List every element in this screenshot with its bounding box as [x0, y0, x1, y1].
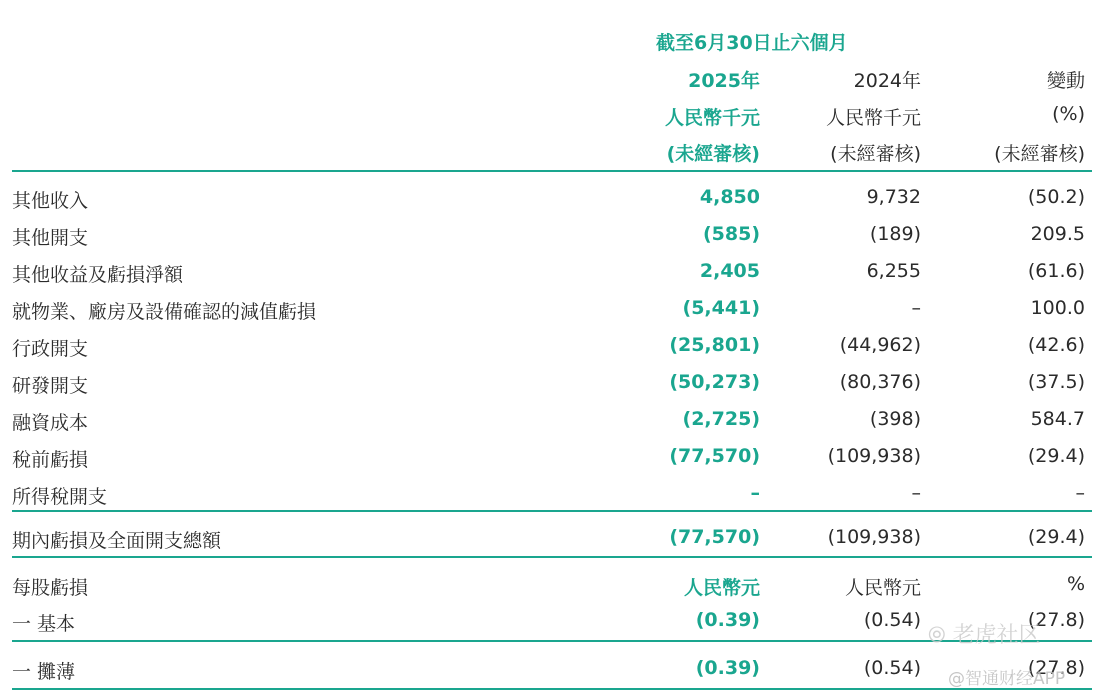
total-value-2025: (77,570) — [669, 526, 760, 548]
row-label: 其他收益及虧損淨額 — [12, 264, 184, 286]
row-change: – — [1075, 482, 1085, 504]
row-value-2024: – — [911, 482, 921, 504]
eps-diluted-label: 一 攤薄 — [12, 661, 76, 683]
total-value-2024: (109,938) — [827, 526, 921, 548]
row-label: 稅前虧損 — [12, 449, 89, 471]
eps-unit-2025: 人民幣元 — [683, 577, 760, 599]
row-value-2024: (189) — [869, 223, 921, 245]
row-label: 所得稅開支 — [12, 486, 108, 508]
row-change: 584.7 — [1030, 408, 1085, 430]
col-2025-unit: 人民幣千元 — [664, 107, 760, 129]
col-2025-note: (未經審核) — [666, 143, 760, 165]
total-label: 期內虧損及全面開支總額 — [12, 530, 222, 552]
row-value-2024: 9,732 — [866, 186, 921, 208]
row-label: 融資成本 — [12, 412, 89, 434]
header-divider — [12, 170, 1092, 172]
row-change: (42.6) — [1027, 334, 1085, 356]
row-value-2024: (109,938) — [827, 445, 921, 467]
row-label: 研發開支 — [12, 375, 89, 397]
total-top-divider — [12, 510, 1092, 512]
total-change: (29.4) — [1027, 526, 1085, 548]
total-bottom-divider — [12, 556, 1092, 558]
col-change-note: (未經審核) — [994, 143, 1085, 165]
row-value-2025: (77,570) — [669, 445, 760, 467]
row-value-2024: – — [911, 297, 921, 319]
row-value-2025: (5,441) — [682, 297, 760, 319]
row-label: 其他收入 — [12, 190, 89, 212]
row-value-2025: (25,801) — [669, 334, 760, 356]
row-label: 行政開支 — [12, 338, 89, 360]
watermark-text: 老虎社区 — [952, 623, 1041, 648]
eps-unit-change: % — [1066, 573, 1085, 595]
col-change-title: 變動 — [1046, 70, 1085, 92]
row-value-2024: 6,255 — [866, 260, 921, 282]
eps-unit-2024: 人民幣元 — [844, 577, 921, 599]
row-change: (50.2) — [1027, 186, 1085, 208]
row-value-2025: 2,405 — [699, 260, 760, 282]
watermark-caption: @智通财经APP — [948, 669, 1066, 689]
eps-basic-change: (27.8) — [1027, 609, 1085, 631]
row-value-2025: – — [750, 482, 760, 504]
row-value-2025: (50,273) — [669, 371, 760, 393]
col-2024-unit: 人民幣千元 — [825, 107, 921, 129]
eps-diluted-2025: (0.39) — [695, 657, 760, 679]
row-value-2025: 4,850 — [699, 186, 760, 208]
watermark-icon: ⦾ — [928, 623, 946, 648]
col-2024-note: (未經審核) — [830, 143, 921, 165]
row-value-2024: (398) — [869, 408, 921, 430]
row-value-2024: (80,376) — [839, 371, 921, 393]
eps-diluted-2024: (0.54) — [863, 657, 921, 679]
bottom-divider — [12, 688, 1092, 690]
col-2024-year: 2024年 — [853, 70, 921, 92]
row-change: 209.5 — [1030, 223, 1085, 245]
eps-basic-label: 一 基本 — [12, 613, 76, 635]
eps-basic-2024: (0.54) — [863, 609, 921, 631]
row-value-2024: (44,962) — [839, 334, 921, 356]
col-change-unit: (%) — [1052, 103, 1085, 125]
row-change: (29.4) — [1027, 445, 1085, 467]
row-change: 100.0 — [1030, 297, 1085, 319]
row-value-2025: (585) — [702, 223, 760, 245]
watermark-logo — [928, 618, 1041, 649]
row-change: (37.5) — [1027, 371, 1085, 393]
period-header: 截至6月30日止六個月 — [656, 32, 848, 54]
row-label: 就物業、廠房及設備確認的減值虧損 — [12, 301, 317, 323]
row-value-2025: (2,725) — [682, 408, 760, 430]
col-2025-year: 2025年 — [688, 70, 760, 92]
row-change: (61.6) — [1027, 260, 1085, 282]
eps-basic-2025: (0.39) — [695, 609, 760, 631]
row-label: 其他開支 — [12, 227, 89, 249]
eps-diluted-change: (27.8) — [1027, 657, 1085, 679]
eps-label: 每股虧損 — [12, 577, 89, 599]
